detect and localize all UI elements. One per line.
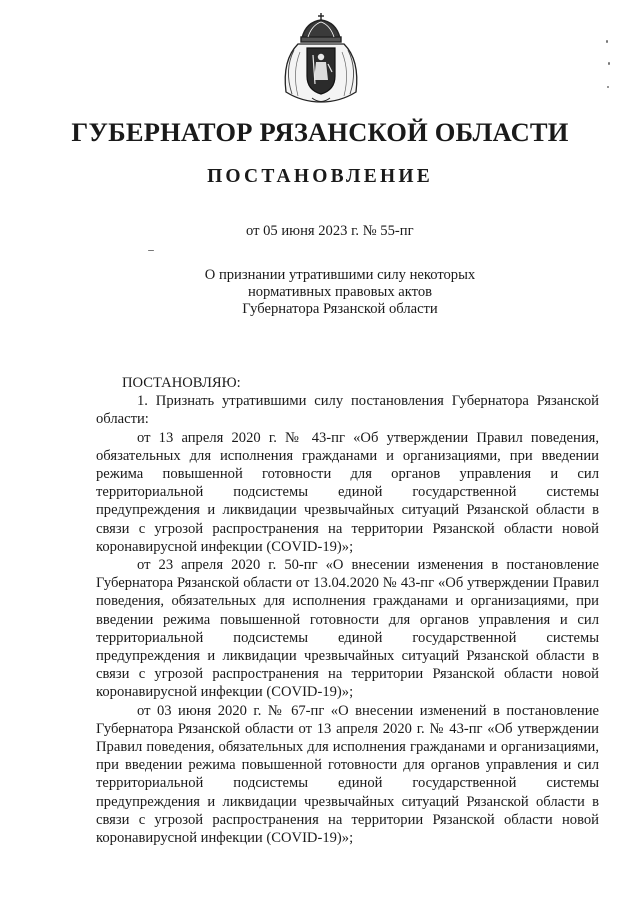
document-heading [190, 267, 490, 318]
document-body [96, 374, 599, 847]
item-1: 1. Признать утратившими силу постановления Губернатора Рязанской области: [96, 393, 599, 428]
decree-word: ПОСТАНОВЛЯЮ: [122, 375, 241, 391]
ryazan-coat-of-arms-icon [272, 10, 370, 106]
issuer-title: ГУБЕРНАТОР РЯЗАНСКОЙ ОБЛАСТИ [71, 117, 569, 147]
document-type: ПОСТАНОВЛЕНИЕ [207, 166, 433, 187]
heading-line: нормативных правовых актов [247, 284, 433, 300]
scan-speck [607, 86, 609, 88]
scan-speck [606, 40, 608, 43]
paragraph: от 03 июня 2020 г. № 67-пг «О внесении изменений в постановление Губернатора Рязанской области от 13 апреля 2020 г. № 43-пг «Об утверждении Правил поведения, обязательных для исполнения гражданами и организациями, при введении режима повышенной готовности для органов управления и сил территориальной подсистемы единой государственной системы предупреждения и ликвидации чрезвычайных ситуаций Рязанской области в связи с угрозой распространения на территории Рязанской области новой коронавирусной инфекции (COVID-19)»; [96, 702, 599, 847]
scan-speck [148, 250, 154, 251]
paragraph: от 13 апреля 2020 г. № 43-пг «Об утверждении Правил поведения, обязательных для исполнения гражданами и организациями, при введении режима повышенной готовности для органов управления и сил территориальной подсистемы единой государственной системы предупреждения и ликвидации чрезвычайных ситуаций Рязанской области в связи с угрозой распространения на территории Рязанской области новой коронавирусной инфекции (COVID-19)»; [96, 429, 599, 555]
heading-line: О признании утратившими силу некоторых [204, 267, 476, 283]
date-and-number: от 05 июня 2023 г. № 55-пг [246, 223, 414, 239]
scan-speck [608, 62, 610, 65]
paragraph: от 23 апреля 2020 г. 50-пг «О внесении изменения в постановление Губернатора Рязанской области от 13.04.2020 № 43-пг «Об утверждении Правил поведения, обязательных для исполнения гражданами и организациями, при введении режима повышенной готовности для органов управления и сил территориальной подсистемы единой государственной системы предупреждения и ликвидации чрезвычайных ситуаций Рязанской области в связи с угрозой распространения на территории Рязанской области новой коронавирусной инфекции (COVID-19)»; [96, 557, 599, 701]
heading-line: Губернатора Рязанской области [242, 301, 438, 317]
